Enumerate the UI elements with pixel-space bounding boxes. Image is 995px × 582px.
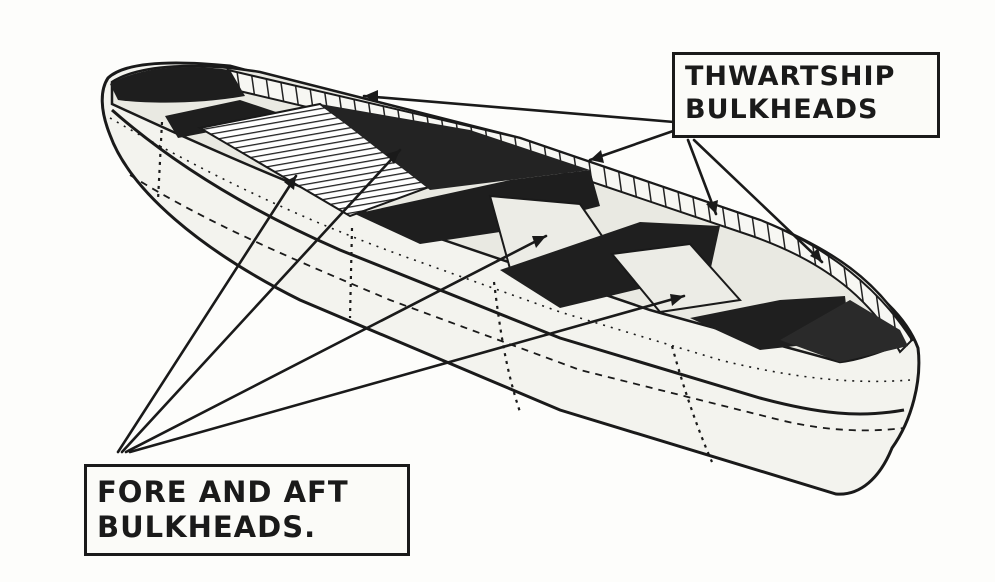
fore-aft-label-line2: BULKHEADS.	[97, 510, 317, 545]
fore-and-aft-bulkheads-label	[84, 464, 410, 556]
thwartship-bulkheads-label	[672, 52, 940, 138]
fore-aft-label-line1: FORE AND AFT	[97, 475, 349, 509]
thwartship-arrowhead-2	[590, 150, 604, 163]
thwartship-label-line2: BULKHEADS	[685, 93, 879, 125]
thwartship-leader-2	[590, 130, 676, 160]
thwartship-label-line1: THWARTSHIP	[685, 61, 896, 92]
